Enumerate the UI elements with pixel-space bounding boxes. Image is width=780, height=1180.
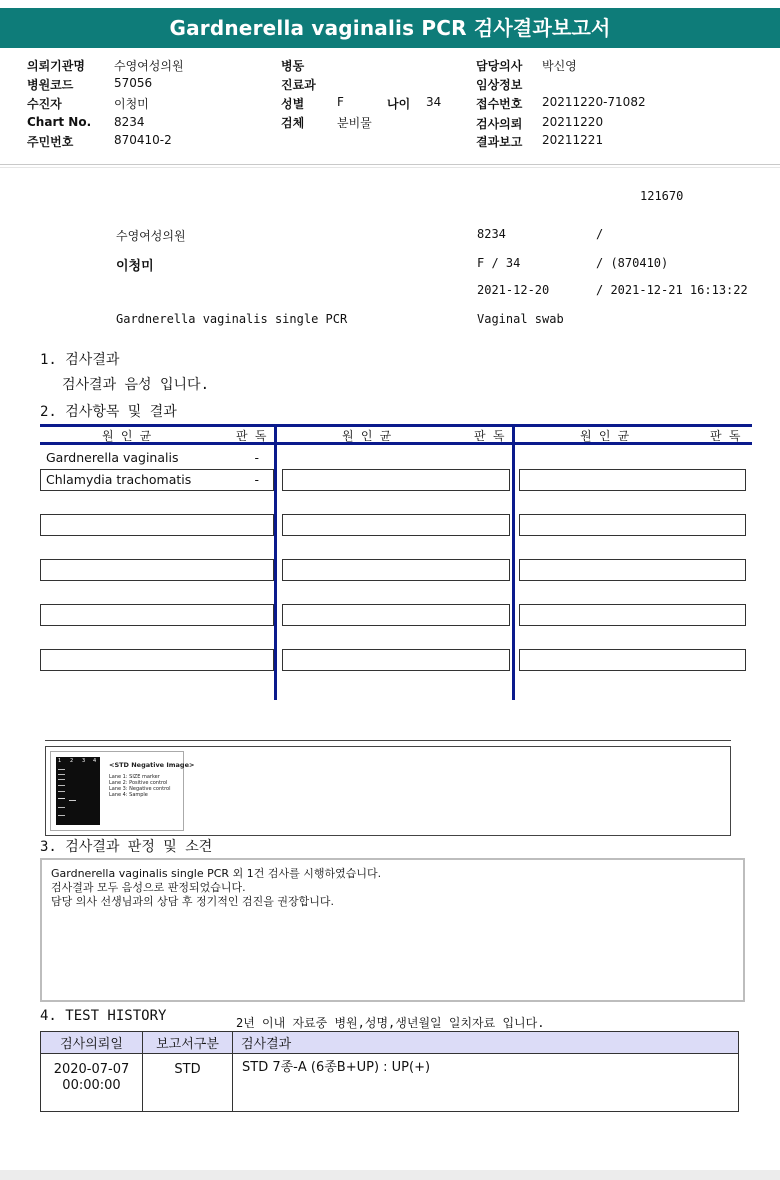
col-pathogen-header: 원 인 균 [342, 429, 392, 443]
lane-number: 3 [82, 758, 86, 764]
specimen-value: 분비물 [337, 116, 372, 130]
report-date-label: 결과보고 [476, 135, 523, 149]
empty-result-cell [519, 469, 746, 491]
report-datetime: / 2021-12-21 16:13:22 [596, 283, 748, 297]
report-chart-no: 8234 [477, 227, 506, 241]
empty-result-cell [40, 514, 274, 536]
opinion-line: Gardnerella vaginalis single PCR 외 1건 검사를 시행하였습니다. [51, 867, 382, 880]
empty-result-cell [282, 559, 510, 581]
gel-band [69, 800, 76, 801]
empty-result-cell [282, 469, 510, 491]
gel-band [58, 785, 65, 786]
history-col-result: 검사결과 [233, 1032, 739, 1054]
chart-no-label: Chart No. [27, 115, 92, 129]
grid-col-divider-1 [274, 424, 277, 700]
patient-value: 이청미 [114, 97, 149, 111]
empty-result-cell [519, 649, 746, 671]
history-type: STD [143, 1054, 233, 1112]
history-note: 2년 이내 자료중 병원,성명,생년월일 일치자료 입니다. [236, 1016, 545, 1030]
judgment-value: - [254, 472, 259, 487]
empty-result-cell [519, 604, 746, 626]
ward-label: 병동 [281, 59, 305, 73]
gel-band [58, 807, 65, 808]
gel-electrophoresis-image [50, 751, 195, 831]
header-divider [0, 164, 780, 165]
report-patient-name: 이청미 [116, 259, 154, 274]
lane-number: 4 [93, 758, 97, 764]
gel-legend-line: Lane 4: Sample [109, 792, 148, 798]
history-row [41, 1054, 739, 1112]
empty-result-cell [40, 604, 274, 626]
grid-col-divider-2 [512, 424, 515, 700]
test-history-table [40, 1031, 739, 1112]
history-date-cell [41, 1054, 143, 1112]
section1-title: 1. 검사결과 [40, 352, 120, 368]
opinion-line: 검사결과 모두 음성으로 판정되었습니다. [51, 881, 246, 894]
report-sex-age: F / 34 [477, 256, 521, 270]
gel-lanes [56, 757, 100, 825]
history-col-type: 보고서구분 [143, 1032, 233, 1054]
sex-label: 성별 [281, 97, 305, 111]
pathogen-name: Gardnerella vaginalis [46, 450, 179, 465]
empty-result-cell [282, 649, 510, 671]
gel-legend-line: Lane 2: Positive control [109, 780, 168, 786]
empty-result-cell [40, 559, 274, 581]
gel-title: <STD Negative Image> [109, 761, 195, 769]
history-header-row [41, 1032, 739, 1054]
rrn-label: 주민번호 [27, 135, 74, 149]
pathogen-name: Chlamydia trachomatis [46, 472, 192, 487]
age-value: 34 [426, 95, 442, 109]
history-date: 2020-07-07 [53, 1062, 130, 1077]
report-id: 121670 [640, 189, 684, 203]
empty-result-cell [40, 649, 274, 671]
opinion-line: 담당 의사 선생님과의 상담 후 정기적인 검진을 권장합니다. [51, 895, 334, 908]
gel-legend-line: Lane 1: SIZE marker [109, 774, 160, 780]
institution-label: 의뢰기관명 [27, 59, 85, 73]
report-slash: / [596, 227, 604, 241]
clinical-label: 임상정보 [476, 78, 523, 92]
specimen-label: 검체 [281, 116, 305, 130]
report-specimen: Vaginal swab [477, 312, 564, 326]
opinion-box [40, 858, 745, 1002]
gel-band [58, 774, 65, 775]
history-col-date: 검사의뢰일 [41, 1032, 143, 1054]
dept-label: 진료과 [281, 78, 316, 92]
gel-band [58, 779, 65, 780]
judgment-value: - [254, 450, 259, 465]
page-bottom-bar [0, 1170, 780, 1180]
report-test-name: Gardnerella vaginalis single PCR [116, 312, 348, 326]
request-date-label: 검사의뢰 [476, 117, 523, 131]
report-birth: / (870410) [596, 256, 669, 270]
report-request-date: 2021-12-20 [477, 283, 550, 297]
institution-value: 수영여성의원 [114, 59, 184, 73]
col-judgment-header: 판 독 [710, 429, 741, 443]
hospital-code-label: 병원코드 [27, 78, 74, 92]
patient-label: 수진자 [27, 97, 62, 111]
doctor-value: 박신영 [542, 59, 577, 73]
doctor-label: 담당의사 [476, 59, 523, 73]
gel-legend-line: Lane 3: Negative control [109, 786, 171, 792]
empty-result-cell [519, 559, 746, 581]
lane-number: 2 [70, 758, 74, 764]
report-date-value: 20211221 [542, 133, 604, 147]
col-judgment-header: 판 독 [236, 429, 267, 443]
receipt-no-value: 20211220-71082 [542, 95, 646, 109]
gel-band [58, 798, 65, 799]
report-title: Gardnerella vaginalis PCR 검사결과보고서 [0, 8, 780, 48]
request-date-value: 20211220 [542, 115, 604, 129]
gel-band [58, 791, 65, 792]
gel-band [58, 815, 65, 816]
section2-title: 2. 검사항목 및 결과 [40, 404, 177, 420]
empty-result-cell [519, 514, 746, 536]
result-row [40, 447, 274, 469]
section1-result-text: 검사결과 음성 입니다. [62, 377, 210, 393]
col-judgment-header: 판 독 [474, 429, 505, 443]
age-label: 나이 [387, 97, 411, 111]
result-row [40, 469, 274, 491]
hospital-code-value: 57056 [114, 76, 153, 90]
col-pathogen-header: 원 인 균 [102, 429, 152, 443]
receipt-no-label: 접수번호 [476, 97, 523, 111]
section3-title: 3. 검사결과 판정 및 소견 [40, 839, 213, 855]
rrn-value: 870410-2 [114, 133, 172, 147]
history-time: 00:00:00 [62, 1078, 121, 1093]
gel-band [58, 769, 65, 770]
history-result: STD 7종-A (6종B+UP) : UP(+) [233, 1054, 739, 1112]
empty-result-cell [282, 514, 510, 536]
sex-value: F [337, 95, 344, 109]
col-pathogen-header: 원 인 균 [580, 429, 630, 443]
gel-top-rule [45, 740, 731, 741]
section4-title: 4. TEST HISTORY [40, 1008, 167, 1024]
report-institution: 수영여성의원 [116, 229, 186, 243]
empty-result-cell [282, 604, 510, 626]
gel-image-frame [45, 746, 731, 836]
chart-no-value: 8234 [114, 115, 145, 129]
header-divider-shadow [0, 167, 780, 168]
lane-number: 1 [58, 758, 62, 764]
